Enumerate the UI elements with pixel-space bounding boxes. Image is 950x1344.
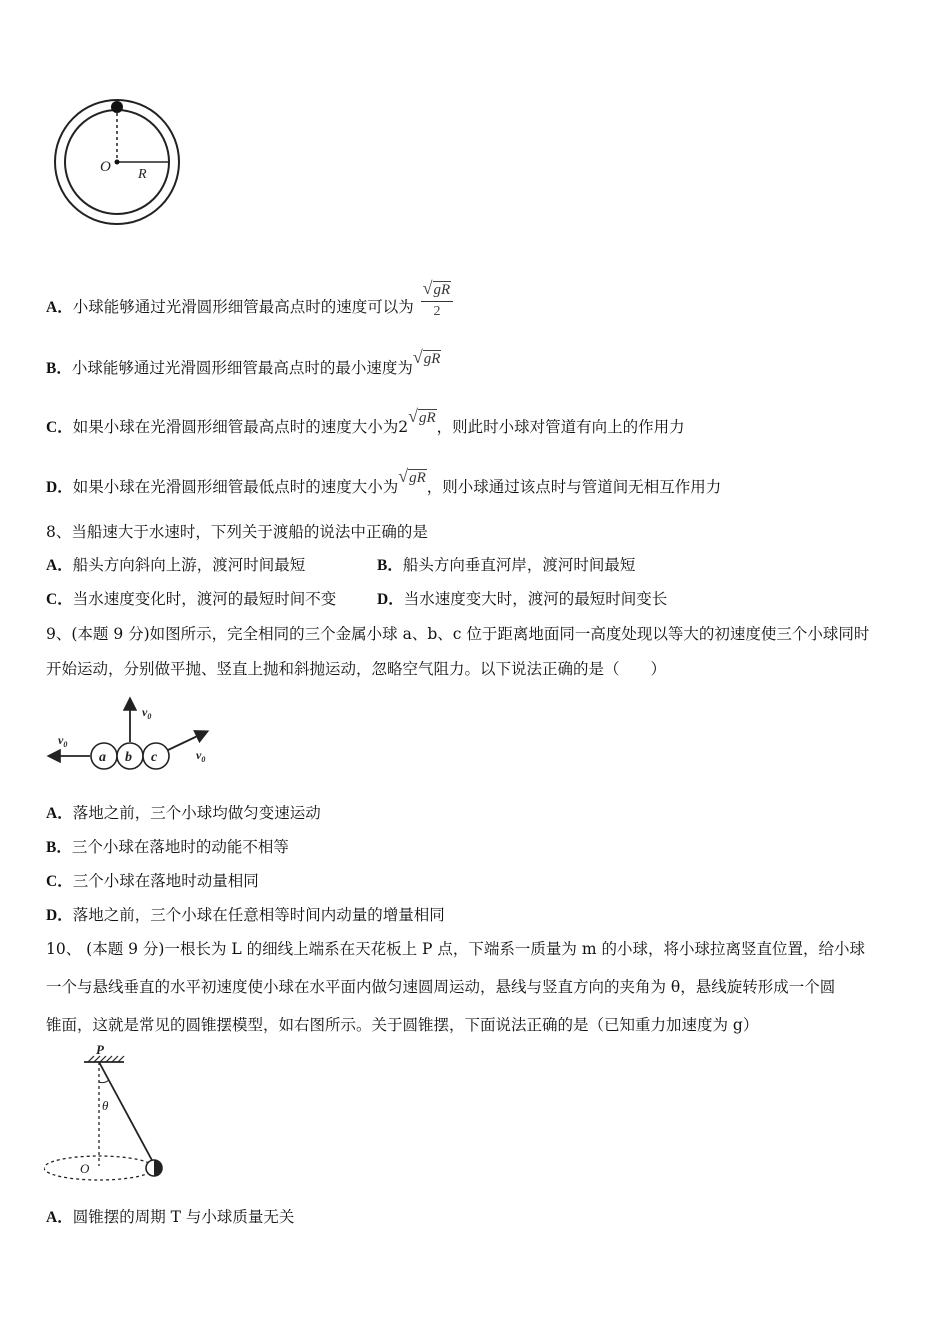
q10-stem-line1: 10、 (本题 9 分)一根长为 L 的细线上端系在天花板上 P 点，下端系一质量为 m 的小球，将小球拉离竖直位置，给小球	[46, 940, 865, 958]
q8-option-c: C．当水速度变化时，渡河的最短时间不变	[46, 590, 337, 608]
q7-option-d: D．如果小球在光滑圆形细管最低点时的速度大小为√gR，则小球通过该点时与管道间无相互作用力	[46, 466, 722, 496]
v-up-label: $v_0$	[142, 705, 152, 721]
q7-option-b: B．小球能够通过光滑圆形细管最高点时的最小速度为√gR	[46, 347, 441, 377]
q8-option-a: A．船头方向斜向上游，渡河时间最短	[46, 556, 306, 574]
ball-c-label: c	[151, 750, 158, 765]
ball-b-label: b	[125, 750, 132, 765]
q10-option-a: A．圆锥摆的周期 T 与小球质量无关	[46, 1208, 295, 1226]
q9-option-d: D．落地之前，三个小球在任意相等时间内动量的增量相同	[46, 906, 445, 924]
q9-option-c: C．三个小球在落地时动量相同	[46, 872, 259, 890]
ball-a-label: a	[99, 750, 106, 765]
math-sqrt: √gR	[398, 466, 426, 486]
v-left-label: $v_0$	[58, 733, 68, 749]
math-sqrt: √gR	[408, 406, 436, 426]
q8-stem: 8、当船速大于水速时，下列关于渡船的说法中正确的是	[46, 523, 428, 541]
ball-at-top	[111, 101, 123, 113]
conical-pendulum-figure	[44, 1042, 174, 1187]
q8-option-d: D．当水速度变大时，渡河的最短时间变长	[377, 590, 668, 608]
ceiling-hatch	[88, 1056, 124, 1062]
v-right-label: $v_0$	[196, 748, 206, 764]
center-o-label: O	[80, 1161, 90, 1176]
radius-label: R	[138, 167, 147, 182]
q10-stem-line2: 一个与悬线垂直的水平初速度使小球在水平面内做匀速圆周运动，悬线与竖直方向的夹角为 θ，悬线旋转形成一个圆	[46, 978, 836, 996]
center-label: O	[100, 159, 111, 175]
q9-option-b: B．三个小球在落地时的动能不相等	[46, 838, 289, 856]
center-point	[115, 160, 120, 165]
pendulum-string	[99, 1062, 154, 1164]
math-sqrt: √gR	[412, 347, 441, 367]
q8-option-b: B．船头方向垂直河岸，渡河时间最短	[377, 556, 636, 574]
circular-tube-figure	[50, 95, 185, 230]
q9-option-a: A．落地之前，三个小球均做匀变速运动	[46, 804, 321, 822]
q7-option-c: C．如果小球在光滑圆形细管最高点时的速度大小为2√gR，则此时小球对管道有向上的作用力	[46, 406, 685, 436]
angle-label: θ	[102, 1098, 109, 1113]
q9-stem-line2: 开始运动，分别做平抛、竖直上抛和斜抛运动，忽略空气阻力。以下说法正确的是（ ）	[46, 660, 667, 678]
three-balls-figure	[46, 692, 221, 777]
math-fraction: $\frac{√gR}{2}$	[421, 278, 454, 322]
angle-arc	[99, 1080, 109, 1083]
q10-stem-line3: 锥面，这就是常见的圆锥摆模型，如右图所示。关于圆锥摆，下面说法正确的是（已知重力加速度为 g）	[46, 1016, 759, 1034]
point-p-label: P	[96, 1042, 104, 1057]
pendulum-ball-shade	[154, 1160, 162, 1176]
q7-option-a: A．小球能够通过光滑圆形细管最高点时的速度可以为 $\frac{√gR}{2}$	[46, 286, 453, 330]
q9-stem-line1: 9、(本题 9 分)如图所示，完全相同的三个金属小球 a、b、c 位于距离地面同一高度处现以等大的初速度使三个小球同时	[46, 625, 870, 643]
